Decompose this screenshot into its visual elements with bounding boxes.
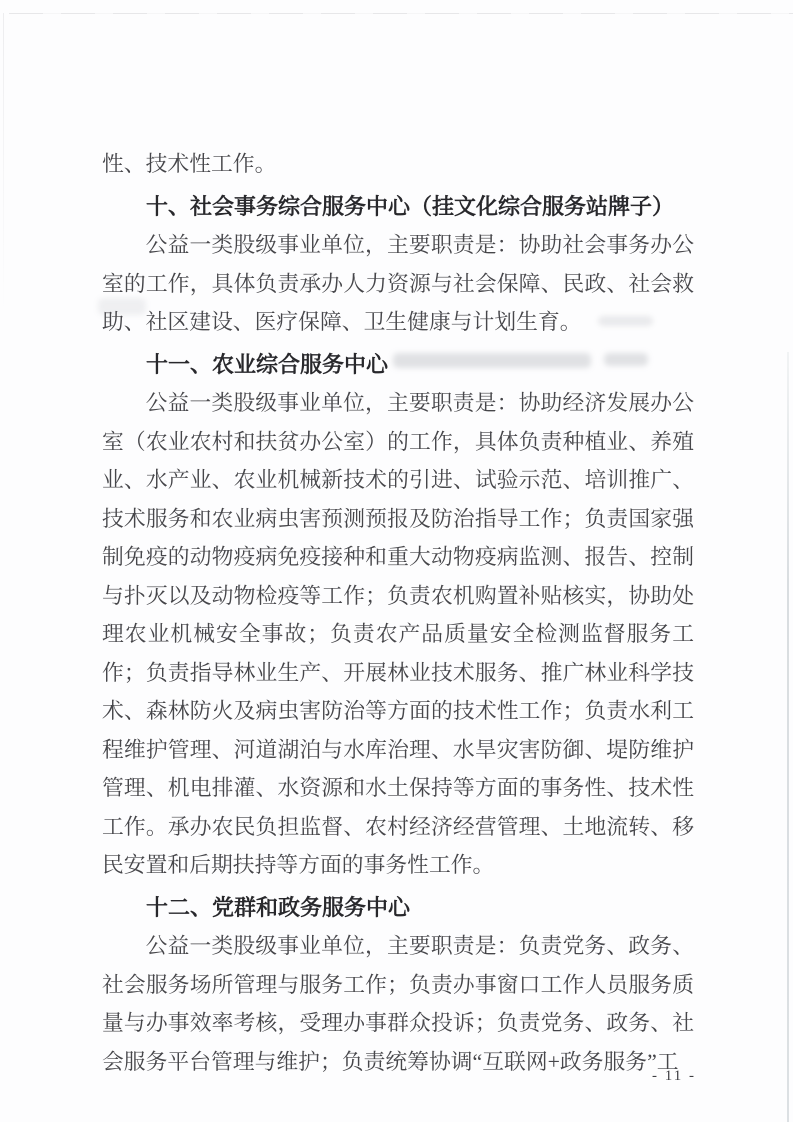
scan-edge-top bbox=[9, 13, 793, 14]
document-body bbox=[102, 145, 694, 1081]
scan-edge-left bbox=[3, 13, 4, 313]
paragraph-continuation: 性、技术性工作。 bbox=[102, 152, 277, 176]
scan-edge-right bbox=[787, 352, 789, 1122]
section-paragraph-agriculture-center: 公益一类股级事业单位，主要职责是：协助经济发展办公室（农业农村和扶贫办公室）的工作，具体负责种植业、养殖业、水产业、农业机械新技术的引进、试验示范、培训推广、技术服务和农业病虫害预测预报及防治指导工作；负责国家强制免疫的动物疫病免疫接种和重大动物疫病监测、报告、控制与扑灭以及动物检疫等工作；负责农机购置补贴核实，协助处理农业机械安全事故；负责农产品质量安全检测监督服务工作；负责指导林业生产、开展林业技术服务、推广林业科学技术、森林防火及病虫害防治等方面的技术性工作；负责水利工程维护管理、河道湖泊与水库治理、水旱灾害防御、堤防维护管理、机电排灌、水资源和水土保持等方面的事务性、技术性工作。承办农民负担监督、农村经济经营管理、土地流转、移民安置和后期扶持等方面的事务性工作。 bbox=[102, 391, 694, 877]
section-paragraph-social-affairs-center: 公益一类股级事业单位，主要职责是：协助社会事务办公室的工作，具体负责承办人力资源与社会保障、民政、社会救助、社区建设、医疗保障、卫生健康与计划生育。 bbox=[102, 233, 694, 334]
section-heading-party-government-service-center: 十二、党群和政务服务中心 bbox=[146, 894, 411, 920]
page-number: - 11 - bbox=[652, 1068, 696, 1084]
section-heading-social-affairs-center: 十、社会事务综合服务中心（挂文化综合服务站牌子） bbox=[146, 193, 675, 219]
section-paragraph-party-government-service-center: 公益一类股级事业单位，主要职责是：负责党务、政务、社会服务场所管理与服务工作；负责办事窗口工作人员服务质量与办事效率考核，受理办事群众投诉；负责党务、政务、社会服务平台管理与维护；负责统筹协调“互联网+政务服务”工 bbox=[102, 934, 694, 1074]
section-heading-agriculture-center: 十一、农业综合服务中心 bbox=[146, 351, 389, 377]
